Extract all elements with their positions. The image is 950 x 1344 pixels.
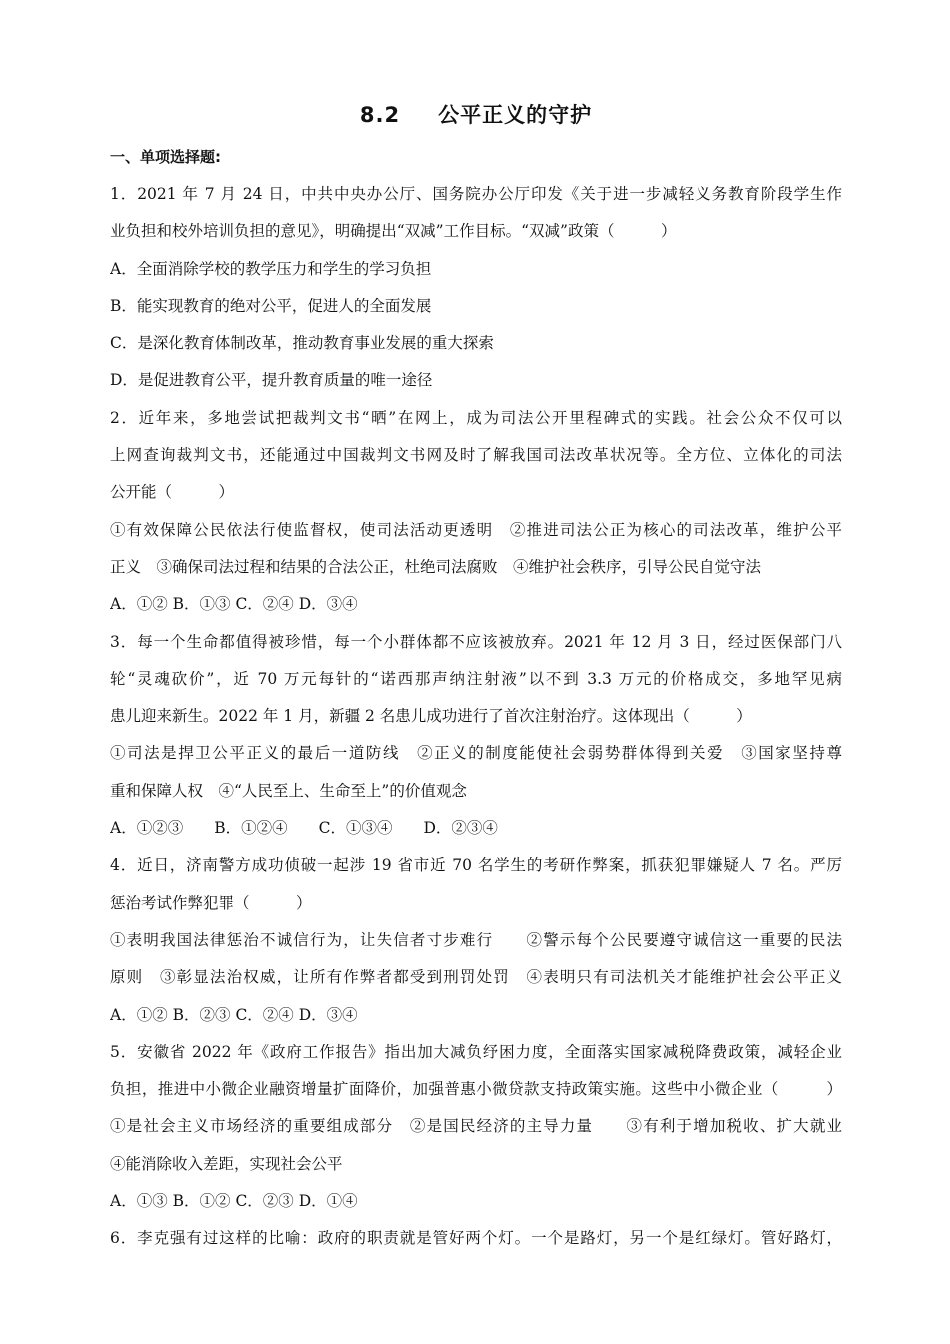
text-line: ①有效保障公民依法行使监督权，使司法活动更透明 ②推进司法公正为核心的司法改革，维护公平	[110, 520, 842, 539]
text-line: 惩治考试作弊犯罪（ ）	[110, 893, 312, 912]
text-line: 重和保障人权 ④“人民至上、生命至上”的价值观念	[110, 781, 467, 800]
text-line: 正义 ③确保司法过程和结果的合法公正，杜绝司法腐败 ④维护社会秩序，引导公民自觉守法	[110, 557, 762, 576]
text-line: ①司法是捍卫公平正义的最后一道防线 ②正义的制度能使社会弱势群体得到关爱 ③国家坚持尊	[110, 744, 842, 763]
text-line: 患儿迎来新生。2022 年 1 月，新疆 2 名患儿成功进行了首次注射治疗。这体现出（ ）	[110, 707, 752, 726]
text-line: A．①②③ B．①②④ C．①③④ D．②③④	[110, 819, 498, 838]
text-line: 轮“灵魂砍价”，近 70 万元每针的“诺西那声纳注射液”以不到 3.3 万元的价格成交，多地罕见病	[110, 669, 842, 688]
text-line: 3．每一个生命都值得被珍惜，每一个小群体都不应该被放弃。2021 年 12 月 3 日，经过医保部门八	[110, 632, 842, 651]
text-line: 负担，推进中小微企业融资增量扩面降价，加强普惠小微贷款支持政策实施。这些中小微企业（ ）	[110, 1080, 842, 1099]
text-line: ①是社会主义市场经济的重要组成部分 ②是国民经济的主导力量 ③有利于增加税收、扩大就业	[110, 1117, 842, 1136]
text-line: ①表明我国法律惩治不诚信行为，让失信者寸步难行 ②警示每个公民要遵守诚信这一重要的民法	[110, 930, 842, 949]
text-line: D．是促进教育公平，提升教育质量的唯一途径	[110, 371, 433, 390]
document-page	[110, 100, 842, 1258]
text-line: A．①② B．①③ C．②④ D．③④	[110, 595, 358, 614]
text-line: 原则 ③彰显法治权威，让所有作弊者都受到刑罚处罚 ④表明只有司法机关才能维护社会公平正义	[110, 968, 842, 987]
text-line: ④能消除收入差距，实现社会公平	[110, 1154, 343, 1173]
document-title	[110, 100, 842, 130]
title-text: 公平正义的守护	[438, 103, 593, 127]
text-line: C．是深化教育体制改革，推动教育事业发展的重大探索	[110, 334, 494, 353]
text-line: 上网查询裁判文书，还能通过中国裁判文书网及时了解我国司法改革状况等。全方位、立体化的司法	[110, 446, 842, 465]
title-number: 8.2	[359, 103, 401, 127]
text-line: 5．安徽省 2022 年《政府工作报告》指出加大减负纾困力度，全面落实国家减税降费政策，减轻企业	[110, 1042, 842, 1061]
text-line: 1．2021 年 7 月 24 日，中共中央办公厅、国务院办公厅印发《关于进一步减轻义务教育阶段学生作	[110, 185, 842, 203]
text-line: 4．近日，济南警方成功侦破一起涉 19 省市近 70 名学生的考研作弊案，抓获犯罪嫌疑人 7 名。严厉	[110, 856, 842, 875]
section-heading: 一、单项选择题:	[110, 148, 221, 166]
text-line: 公开能（ ）	[110, 483, 235, 502]
text-line: A．①③ B．①② C．②③ D．①④	[110, 1192, 358, 1211]
question-list	[110, 176, 842, 1258]
text-line: 2．近年来，多地尝试把裁判文书“晒”在网上，成为司法公开里程碑式的实践。社会公众不仅可以	[110, 408, 842, 427]
text-line: A．全面消除学校的教学压力和学生的学习负担	[110, 259, 432, 278]
text-line: 业负担和校外培训负担的意见》，明确提出“双减”工作目标。“双减”政策（ ）	[110, 222, 677, 241]
text-line: B．能实现教育的绝对公平，促进人的全面发展	[110, 296, 432, 315]
text-line: 6．李克强有过这样的比喻：政府的职责就是管好两个灯。一个是路灯，另一个是红绿灯。管好路灯，	[110, 1229, 842, 1248]
text-line: A．①② B．②③ C．②④ D．③④	[110, 1005, 358, 1024]
